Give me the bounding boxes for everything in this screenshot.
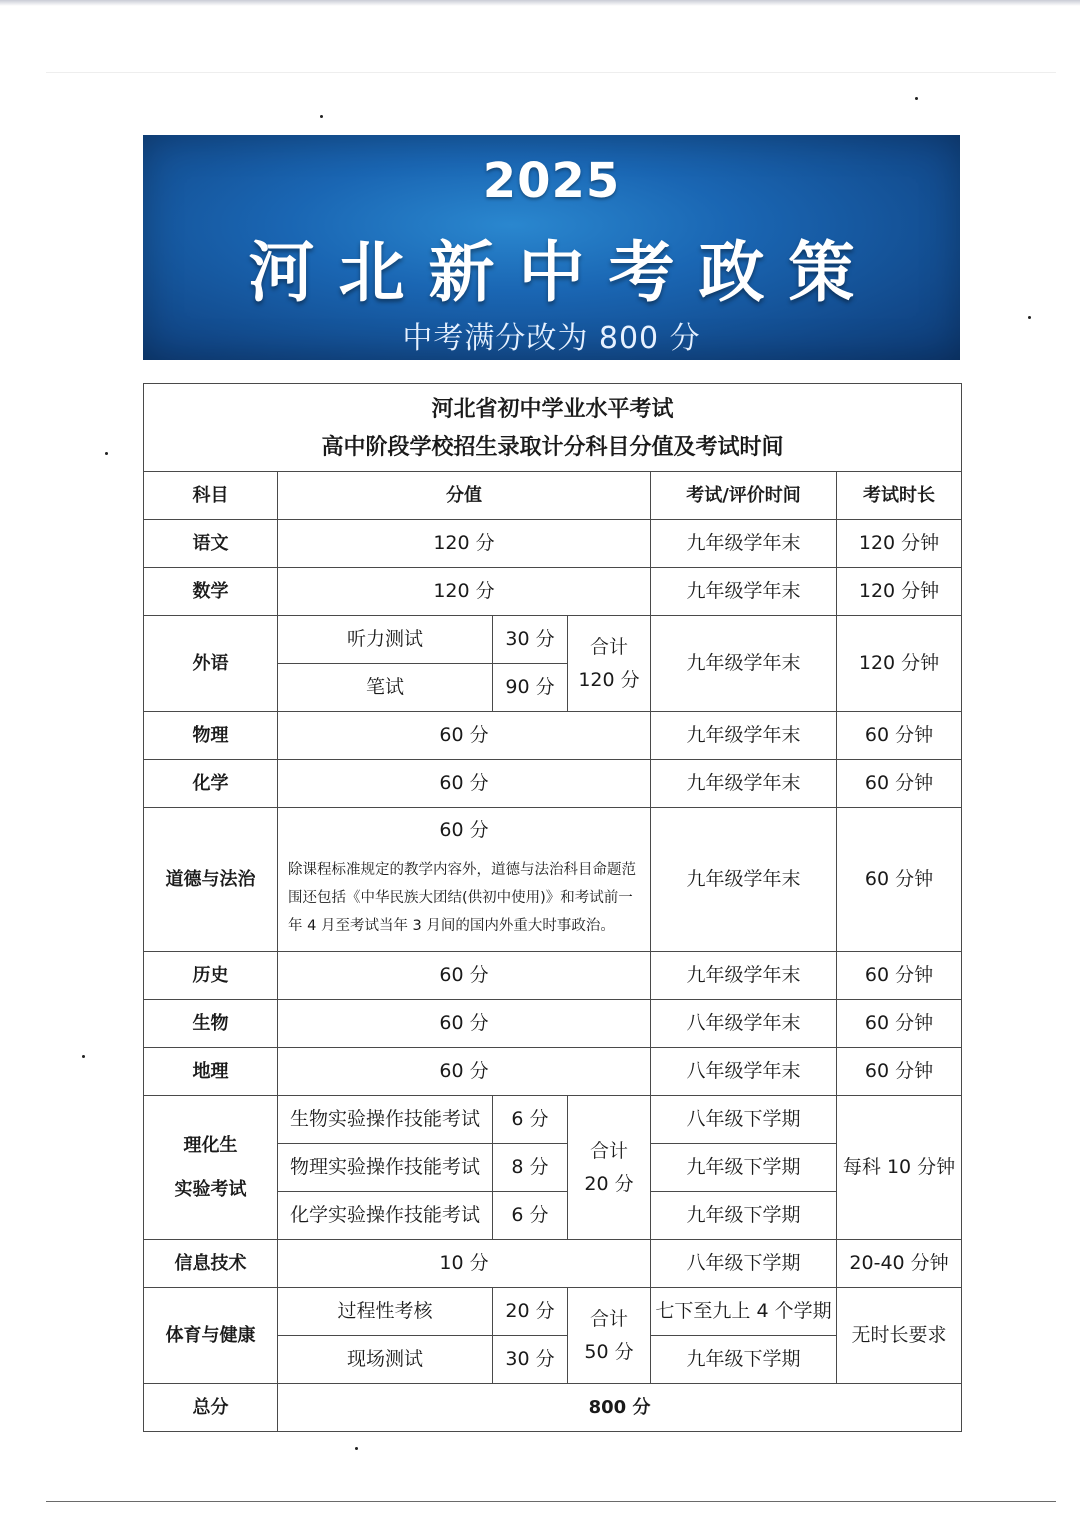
banner-title: 河北新中考政策 [248,234,879,311]
header-duration: 考试时长 [837,472,962,520]
subject-cell: 物理 [144,712,278,760]
subject-cell [144,1096,278,1240]
table-caption [144,384,962,472]
table-row [144,616,962,664]
header-subject: 科目 [144,472,278,520]
total-subject-cell: 总分 [144,1384,278,1432]
banner-subtitle: 中考满分改为 800 分 [402,321,701,356]
table-row [144,760,962,808]
table-row [144,520,962,568]
duration-cell: 无时长要求 [837,1288,962,1384]
time-cell: 九年级学年末 [651,616,837,712]
part-name-cell: 听力测试 [278,616,493,664]
duration-cell: 120 分钟 [837,568,962,616]
duration-cell: 20-40 分钟 [837,1240,962,1288]
total-value: 20 分 [584,1172,634,1195]
part-name-cell: 过程性考核 [278,1288,493,1336]
time-cell: 八年级下学期 [651,1240,837,1288]
part-name-cell: 笔试 [278,664,493,712]
total-value: 120 分 [578,668,640,691]
time-cell: 九年级下学期 [651,1192,837,1240]
time-cell: 七下至九上 4 个学期 [651,1288,837,1336]
score-cell: 10 分 [278,1240,651,1288]
time-cell: 八年级学年末 [651,1000,837,1048]
scope-note: 除课程标准规定的教学内容外，道德与法治科目命题范围还包括《中华民族大团结(供初中使用)》和考试前一年 4 月至考试当年 3 月间的国内外重大时事政治。 [288,861,636,934]
total-label: 合计 [589,635,628,658]
title-banner [143,135,960,360]
header-exam-time: 考试/评价时间 [651,472,837,520]
subject-cell: 外语 [144,616,278,712]
subject-cell: 数学 [144,568,278,616]
part-score-cell: 90 分 [493,664,568,712]
duration-cell: 120 分钟 [837,520,962,568]
banner-year: 2025 [482,153,621,209]
table-row [144,1096,962,1144]
total-label: 合计 [589,1139,628,1162]
total-cell [568,1096,651,1240]
caption-line-1: 河北省初中学业水平考试 [431,396,674,422]
table-row [144,712,962,760]
part-name-cell: 现场测试 [278,1336,493,1384]
score-cell: 60 分 [278,1000,651,1048]
header-score: 分值 [278,472,651,520]
time-cell: 九年级下学期 [651,1336,837,1384]
part-name-cell: 生物实验操作技能考试 [278,1096,493,1144]
subject-cell: 语文 [144,520,278,568]
time-cell: 八年级下学期 [651,1096,837,1144]
time-cell: 八年级学年末 [651,1048,837,1096]
subject-cell: 地理 [144,1048,278,1096]
time-cell: 九年级下学期 [651,1144,837,1192]
time-cell: 九年级学年末 [651,712,837,760]
score-cell: 60 分 [278,712,651,760]
score-table [143,383,962,1432]
subject-cell: 历史 [144,952,278,1000]
subject-cell: 道德与法治 [144,808,278,952]
duration-cell: 60 分钟 [837,1000,962,1048]
duration-cell: 60 分钟 [837,760,962,808]
total-row [144,1384,962,1432]
table-row [144,1288,962,1336]
total-value: 50 分 [584,1340,634,1363]
top-edge [0,0,1080,6]
scan-speck [82,1055,85,1058]
subject-cell: 体育与健康 [144,1288,278,1384]
table-row [144,568,962,616]
duration-cell: 每科 10 分钟 [837,1096,962,1240]
duration-cell: 120 分钟 [837,616,962,712]
time-cell: 九年级学年末 [651,568,837,616]
subject-line-2: 实验考试 [174,1178,247,1200]
part-name-cell: 物理实验操作技能考试 [278,1144,493,1192]
part-score-cell: 20 分 [493,1288,568,1336]
part-score-cell: 6 分 [493,1192,568,1240]
scan-speck [915,97,918,100]
caption-line-2: 高中阶段学校招生录取计分科目分值及考试时间 [321,434,784,460]
table-row [144,1048,962,1096]
part-score-cell: 8 分 [493,1144,568,1192]
table-row [144,952,962,1000]
total-cell [568,616,651,712]
duration-cell: 60 分钟 [837,712,962,760]
part-score-cell: 6 分 [493,1096,568,1144]
duration-cell: 60 分钟 [837,1048,962,1096]
table-row [144,1000,962,1048]
header-row [144,472,962,520]
time-cell: 九年级学年末 [651,760,837,808]
table-row [144,1240,962,1288]
total-label: 合计 [589,1307,628,1330]
time-cell: 九年级学年末 [651,520,837,568]
subject-cell: 生物 [144,1000,278,1048]
score-cell: 60 分 [278,952,651,1000]
scan-speck [320,115,323,118]
scan-speck [355,1447,358,1450]
part-score-cell: 30 分 [493,616,568,664]
duration-cell: 60 分钟 [837,952,962,1000]
part-name-cell: 化学实验操作技能考试 [278,1192,493,1240]
score-cell [278,808,651,952]
note-score: 60 分 [439,819,489,842]
time-cell: 九年级学年末 [651,808,837,952]
score-cell: 120 分 [278,520,651,568]
total-cell [568,1288,651,1384]
score-cell: 60 分 [278,1048,651,1096]
subject-cell: 化学 [144,760,278,808]
time-cell: 九年级学年末 [651,952,837,1000]
scan-speck [105,452,108,455]
score-cell: 120 分 [278,568,651,616]
total-score-cell: 800 分 [278,1384,962,1432]
scan-speck [1028,316,1031,319]
subject-cell: 信息技术 [144,1240,278,1288]
duration-cell: 60 分钟 [837,808,962,952]
score-cell: 60 分 [278,760,651,808]
part-score-cell: 30 分 [493,1336,568,1384]
subject-line-1: 理化生 [183,1134,238,1156]
table-row [144,808,962,952]
